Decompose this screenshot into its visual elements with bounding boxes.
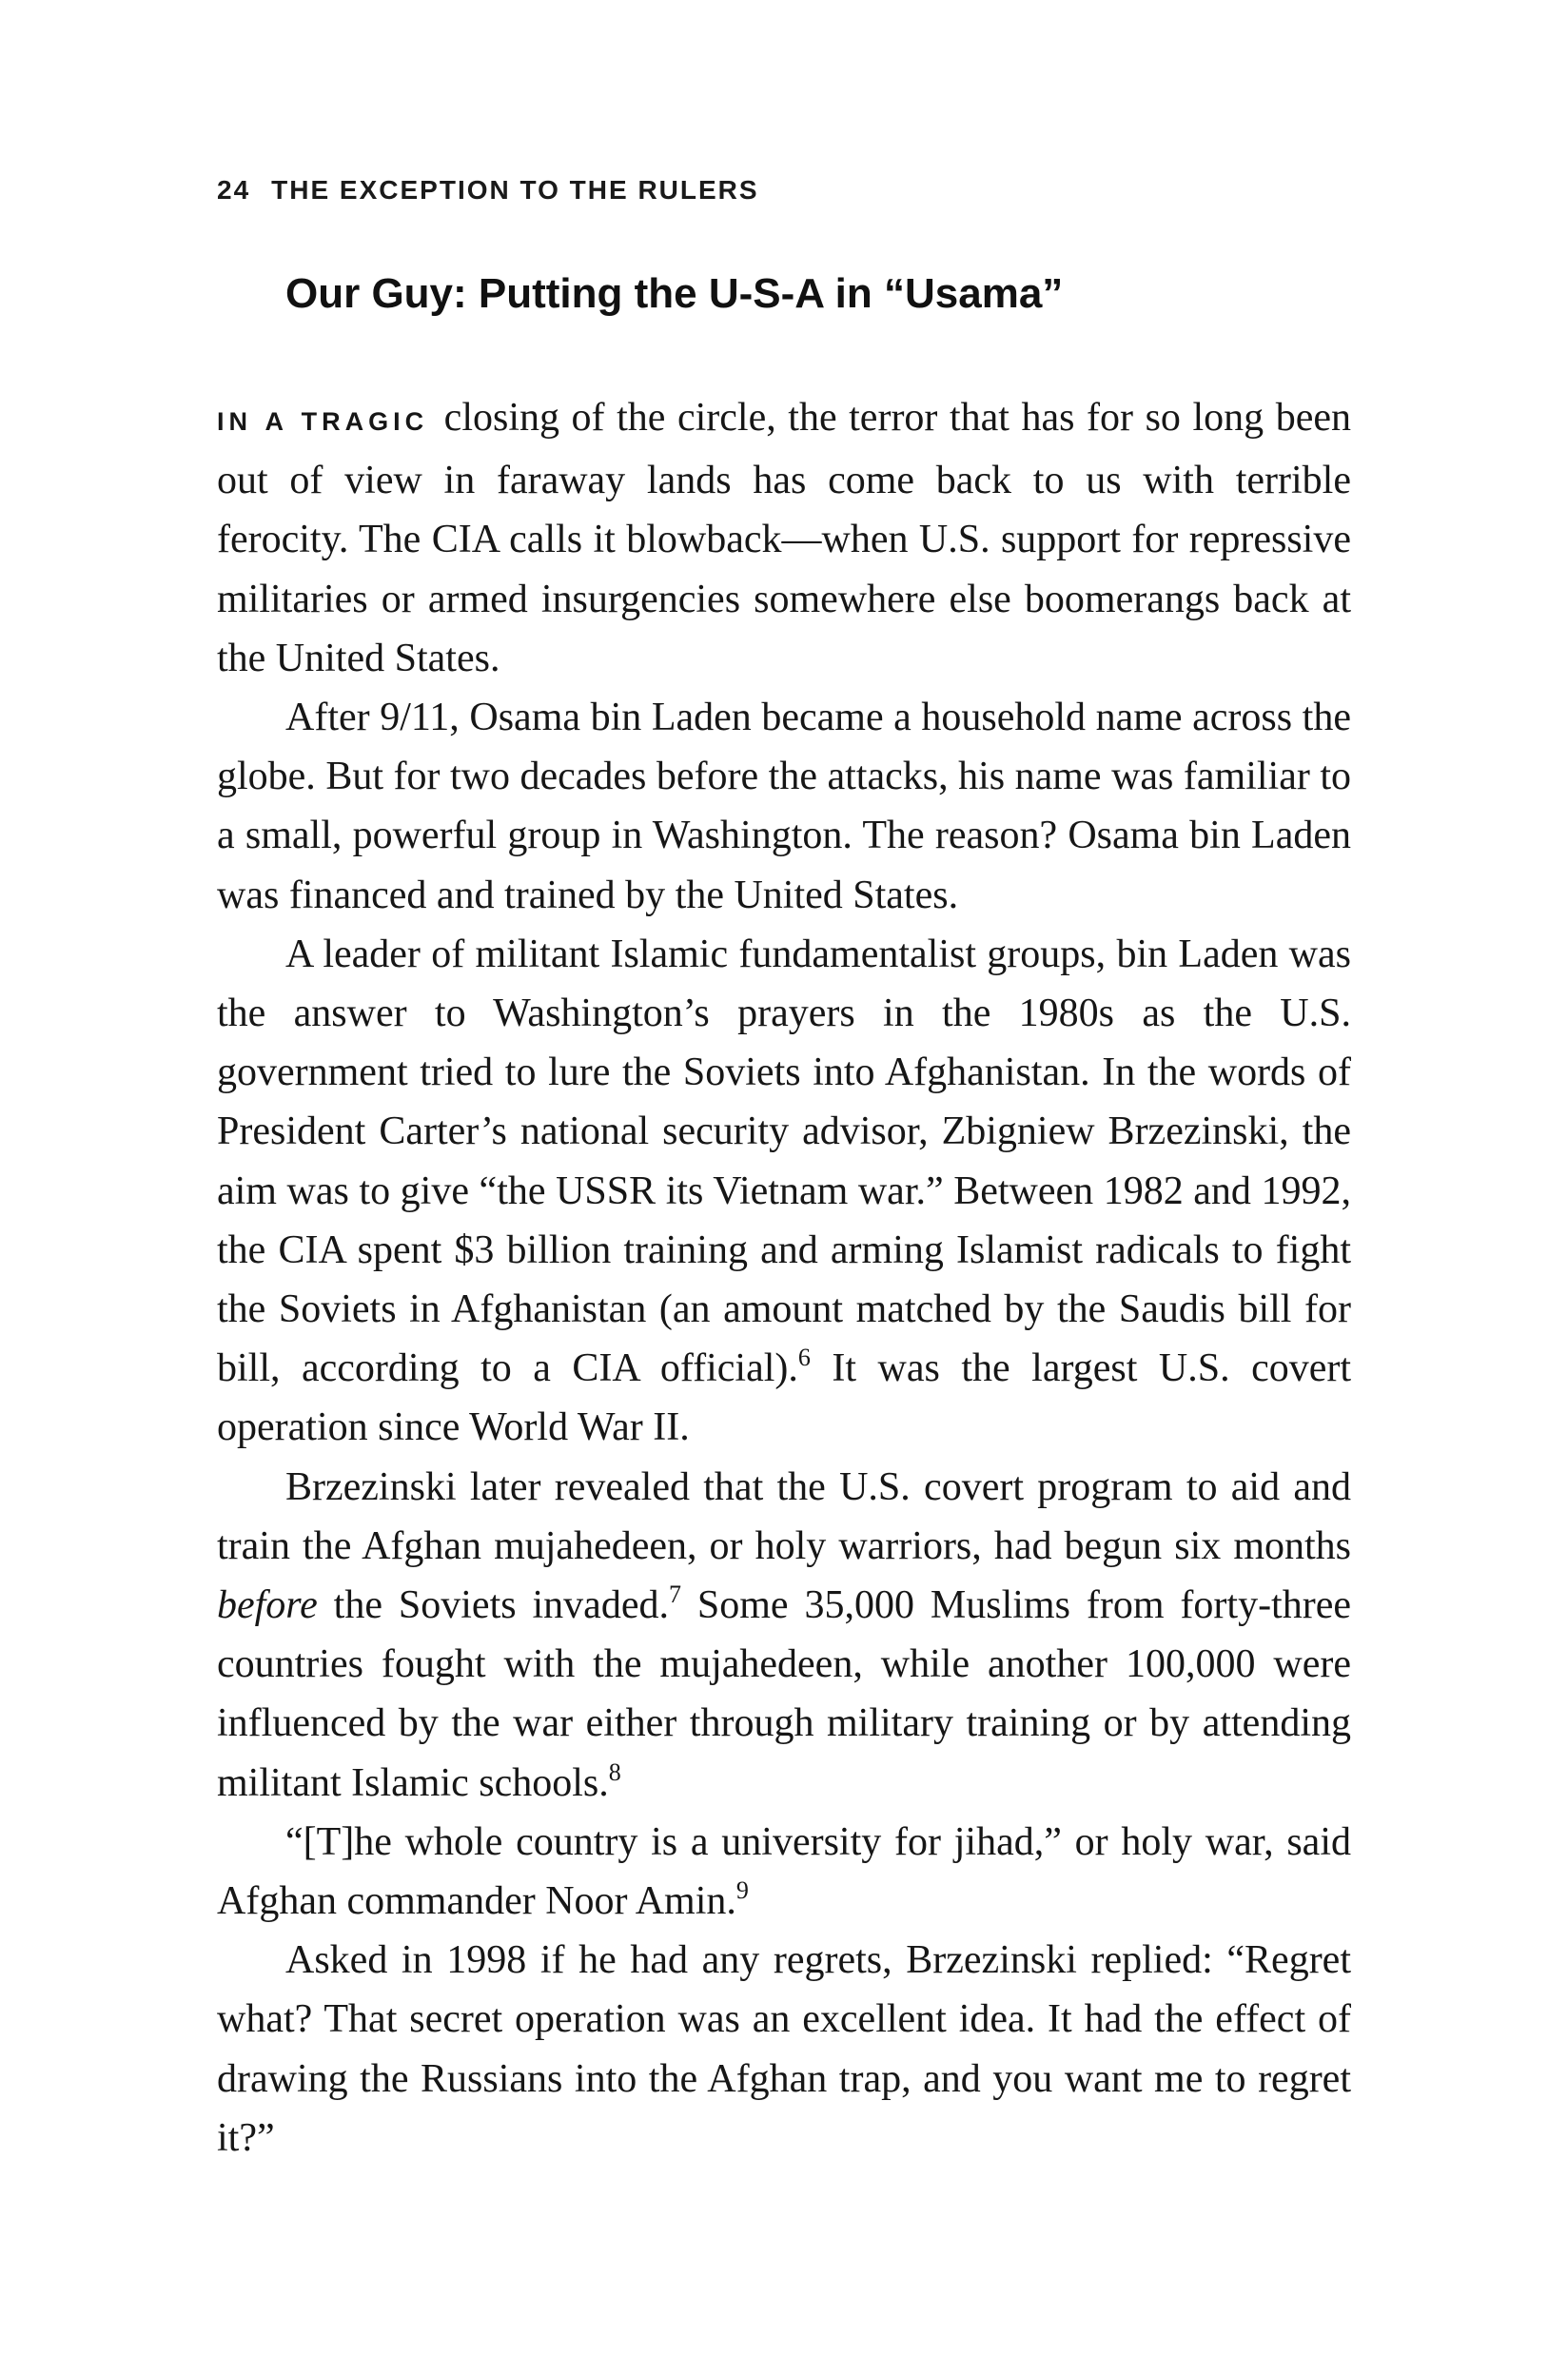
paragraph-4 [217,1458,1351,1813]
paragraph-2-text: After 9/11, Osama bin Laden became a household name across the globe. But for two decades before the attacks, his name was familiar to a small, powerful group in Washington. The reason? Osama bin Laden was financed and trained by the United States. [217,696,1351,917]
running-header [217,175,759,206]
paragraph-1-text: closing of the circle, the terror that has for so long been out of view in faraway lands has come back to us with terrible ferocity. The CIA calls it blowback—when U.S. support for repressive militaries or armed insurgencies somewhere else boomerangs back at the United States. [217,396,1351,680]
paragraph-2 [217,688,1351,925]
paragraph-6 [217,1931,1351,2168]
footnote-ref-6: 6 [797,1344,811,1372]
paragraph-3-text-a: A leader of militant Islamic fundamentalist groups, bin Laden was the answer to Washington’s prayers in the 1980s as the U.S. government tried to lure the Soviets into Afghanistan. In the words of President Carter’s national security advisor, Zbigniew Brzezinski, the aim was to give “the USSR its Vietnam war.” Between 1982 and 1992, the CIA spent $3 billion training and arming Islamist radicals to fight the Soviets in Afghanistan (an amount matched by the Saudis bill for bill, according to a CIA official). [217,932,1351,1391]
page-number: 24 [217,175,251,205]
paragraph-4-text-a: Brzezinski later revealed that the U.S. covert program to aid and train the Afghan mujahedeen, or holy warriors, had begun six months [217,1464,1351,1568]
lead-in-small-caps: IN A TRAGIC [217,407,429,436]
section-title: Our Guy: Putting the U-S-A in “Usama” [285,270,1064,317]
paragraph-3-text-b: It was the largest U.S. covert operation since World War II. [217,1346,1352,1450]
footnote-ref-8: 8 [608,1757,621,1786]
footnote-ref-7: 7 [668,1580,681,1609]
running-title: THE EXCEPTION TO THE RULERS [271,175,759,205]
paragraph-3 [217,925,1351,1458]
body-text [217,388,1351,2168]
paragraph-4-emphasis: before [217,1583,318,1628]
paragraph-6-text: Asked in 1998 if he had any regrets, Brzezinski replied: “Regret what? That secret operation was an excellent idea. It had the effect of drawing the Russians into the Afghan trap, and you want me to regret it?” [217,1938,1351,2160]
paragraph-5 [217,1813,1351,1931]
paragraph-4-text-b: the Soviets invaded. [317,1583,669,1628]
footnote-ref-9: 9 [735,1876,749,1905]
paragraph-1 [217,388,1351,688]
paragraph-5-text: “[T]he whole country is a university for jihad,” or holy war, said Afghan commander Noor Amin. [217,1819,1351,1924]
paragraph-4-text-c: Some 35,000 Muslims from forty-three countries fought with the mujahedeen, while another 100,000 were influenced by the war either through military training or by attending militant Islamic schools. [217,1583,1351,1805]
